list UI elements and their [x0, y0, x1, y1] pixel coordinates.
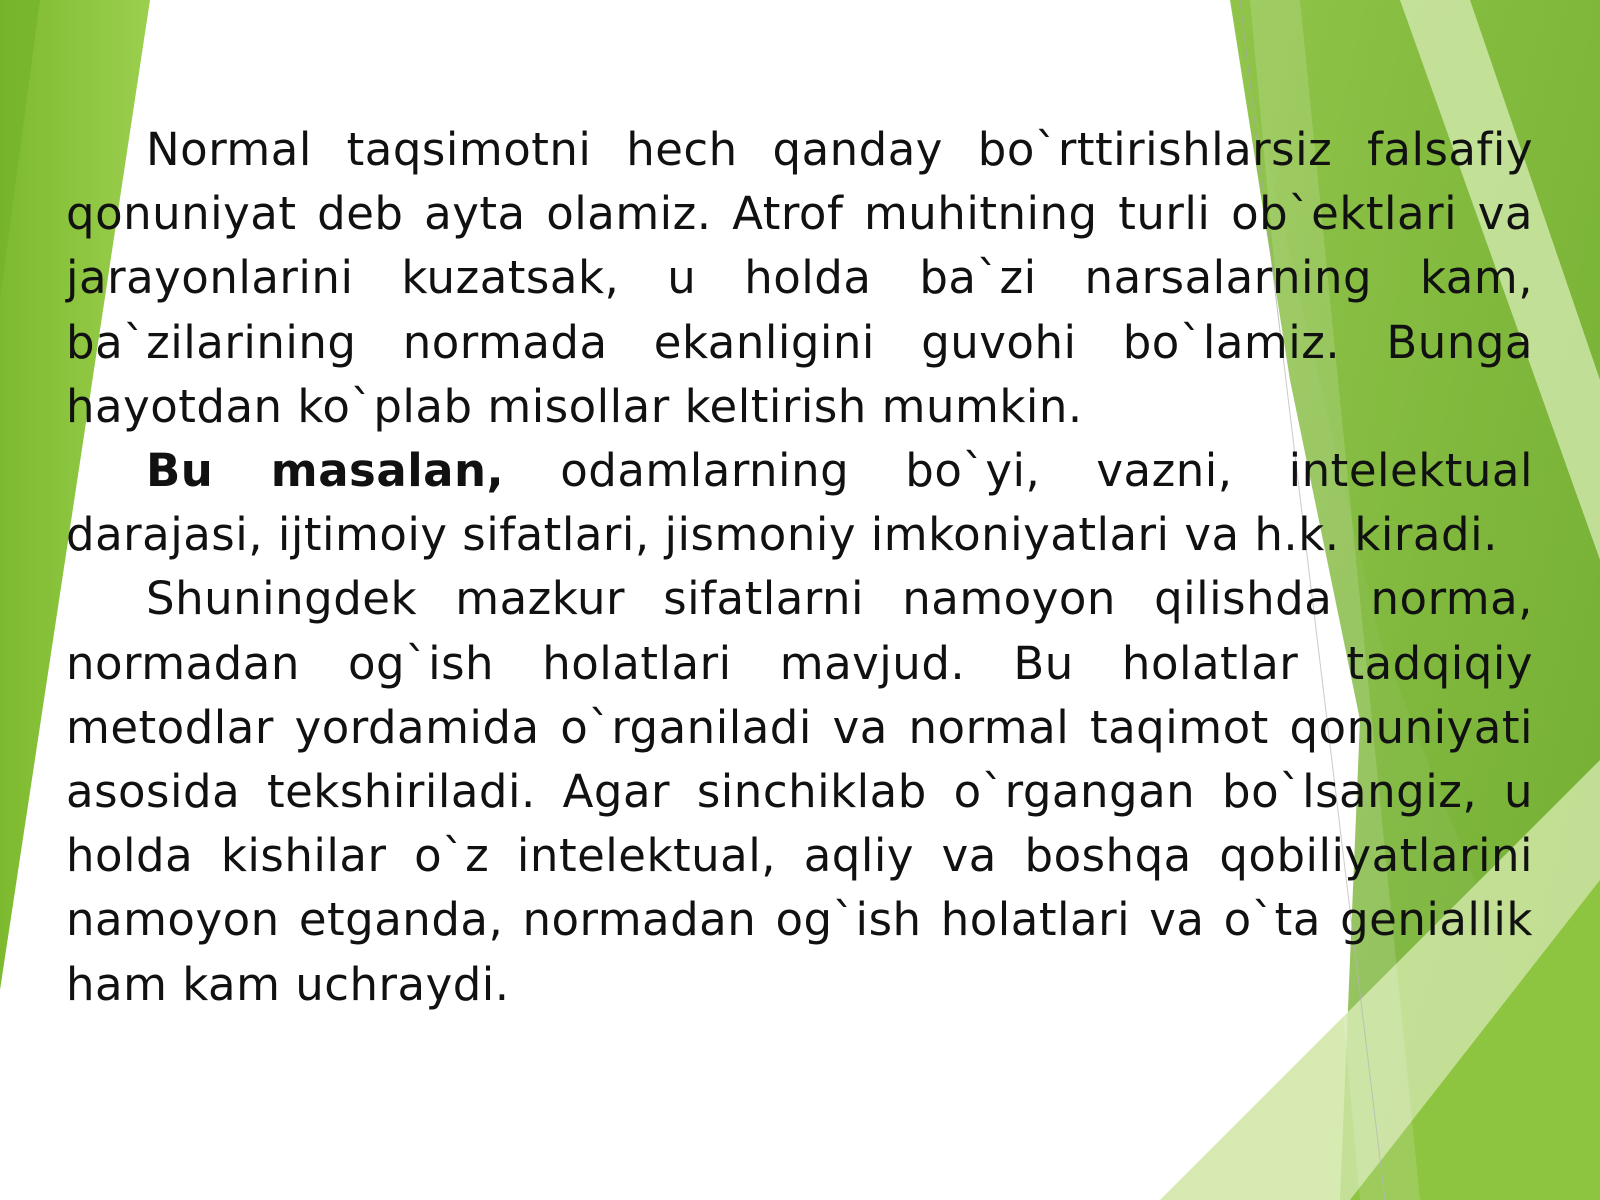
paragraph-2-lead: Bu masalan, — [146, 444, 505, 498]
paragraph-2 — [66, 439, 1533, 567]
slide-text-body — [66, 118, 1533, 1017]
paragraph-1-text: Normal taqsimotni hech qanday bo`rttirishlarsiz falsafiy qonuniyat deb ayta olamiz. Atrof muhitning turli ob`ektlari va jarayonlarini kuzatsak, u holda ba`zi narsalarning kam, ba`zilarining normada ekanligini guvohi bo`lamiz. Bunga hayotdan ko`plab misollar keltirish mumkin. — [66, 123, 1533, 433]
paragraph-3-text: Shuningdek mazkur sifatlarni namoyon qilishda norma, normadan og`ish holatlari mavjud. Bu holatlar tadqiqiy metodlar yordamida o`rganiladi va normal taqimot qonuniyati asosida tekshiriladi. Agar sinchiklab o`rgangan bo`lsangiz, u holda kishilar o`z intelektual, aqliy va boshqa qobiliyatlarini namoyon etganda, normadan og`ish holatlari va o`ta geniallik ham kam uchraydi. — [66, 572, 1533, 1011]
paragraph-1 — [66, 118, 1533, 439]
paragraph-3 — [66, 567, 1533, 1016]
paragraph-2-text: odamlarning bo`yi, vazni, intelektual darajasi, ijtimoiy sifatlari, jismoniy imkoniyatlari va h.k. kiradi. — [66, 444, 1533, 562]
